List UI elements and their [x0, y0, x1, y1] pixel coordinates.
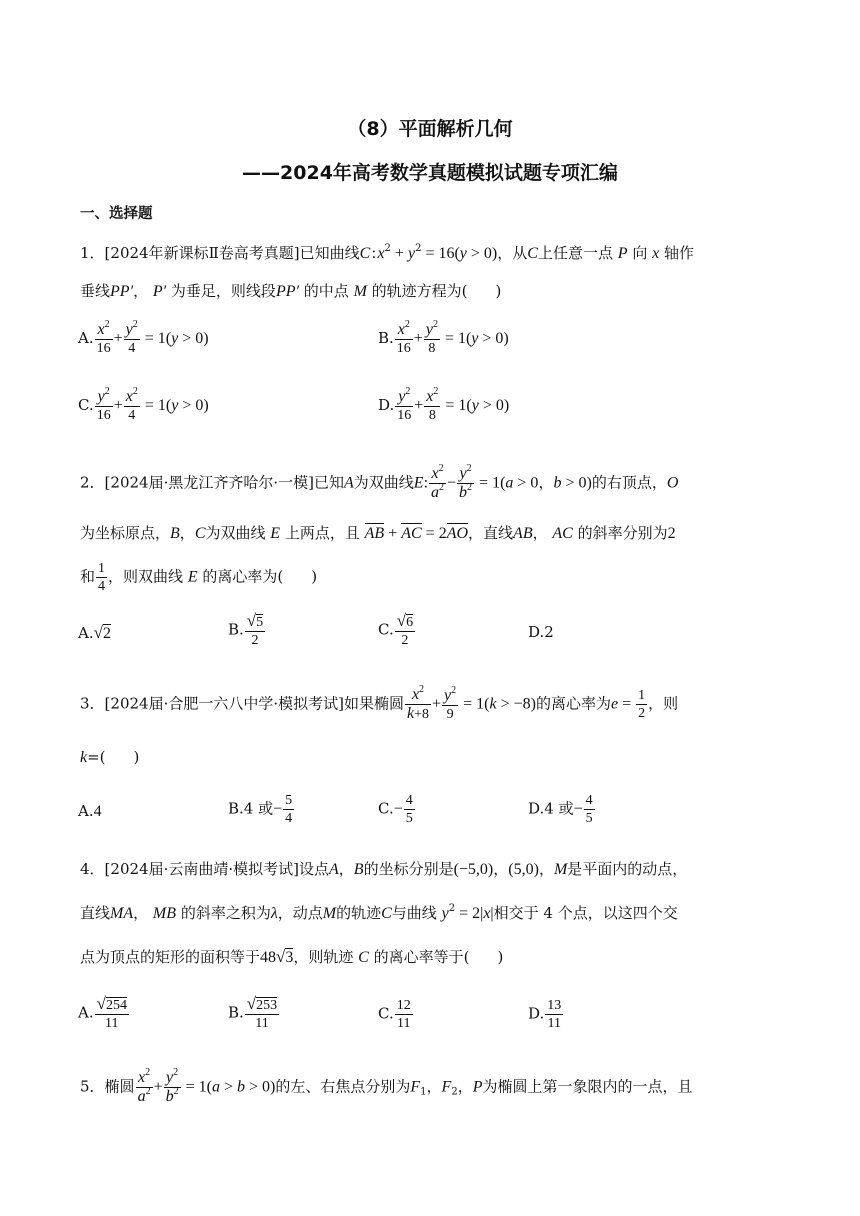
- section-heading: 一、选择题: [80, 206, 153, 222]
- question-2-line-3: 和 $\frac{1}{4}$ ，则双曲线 E 的离心率为( ): [80, 561, 318, 594]
- question-3-option-c[interactable]: C.− $\frac{4}{5}$: [378, 793, 413, 826]
- question-4-line-2: 直线MA， MB 的斜率之积为λ，动点M的轨迹C与曲线 $y^2 = 2|x|$相交于 4 个点，以这四个交: [80, 903, 678, 922]
- question-1-option-b[interactable]: B. $\frac{x^2}{16}$ + $\frac{y^2}{8}$ = 1(y > 0): [378, 319, 509, 356]
- question-2-option-d[interactable]: D.2: [528, 623, 554, 641]
- question-4-option-b[interactable]: B. $\frac{√253}{11}$: [228, 994, 278, 1031]
- question-1-option-a[interactable]: A. $\frac{x^2}{16}$ + $\frac{y^2}{4}$ = 1(y > 0): [78, 319, 209, 356]
- question-3-option-a[interactable]: A.4: [78, 802, 102, 820]
- question-3-line-2: k=( ): [80, 748, 140, 766]
- question-2-line-1: 2．[2024届·黑龙江齐齐哈尔·一模]已知A为双曲线E: $\frac{x^2}{a^2}$ − $\frac{y^2}{b^2}$ = 1(a > 0，b > 0)的右顶点，O: [80, 463, 679, 501]
- question-4-line-1: 4．[2024届·云南曲靖·模拟考试]设点A，B的坐标分别是(−5,0)，(5,0)，M是平面内的动点，: [80, 860, 688, 878]
- question-3-line-1: 3．[2024届·合肥一六八中学·模拟考试]如果椭圆 $\frac{x^2}{k+8}$ + $\frac{y^2}{9}$ = 1(k > −8)的离心率为e = $\frac{1}{2}$ ，则: [80, 684, 679, 722]
- title-line-2: ——2024年高考数学真题模拟试题专项汇编: [242, 162, 618, 184]
- question-4-option-d[interactable]: D. $\frac{13}{11}$: [528, 998, 562, 1031]
- question-1-line-1: 1．[2024年新课标Ⅱ卷高考真题]已知曲线C : $x^2 + y^2 = 16(y > 0)$，从C上任意一点 P 向 x 轴作: [80, 243, 695, 262]
- question-4-option-c[interactable]: C. $\frac{12}{11}$: [378, 998, 411, 1031]
- question-2-option-a[interactable]: A.√2: [78, 623, 111, 642]
- question-1-line-2: 垂线PP′， P′ 为垂足，则线段PP′ 的中点 M 的轨迹方程为( ): [80, 282, 502, 300]
- question-1-option-c[interactable]: C. $\frac{y^2}{16}$ + $\frac{x^2}{4}$ = 1(y > 0): [78, 386, 209, 423]
- question-4-option-a[interactable]: A. $\frac{√254}{11}$: [78, 994, 127, 1031]
- question-5-line-1: 5．椭圆 $\frac{x^2}{a^2}$ + $\frac{y^2}{b^2}$ = 1(a > b > 0)的左、右焦点分别为$F_1$，$F_2$，P为椭圆上第一象限内的一点，且: [80, 1067, 693, 1105]
- question-2-line-2: 为坐标原点，B，C为双曲线 E 上两点，且 AB + AC = 2AO，直线AB， AC 的斜率分别为2: [80, 524, 676, 542]
- question-1-option-d[interactable]: D. $\frac{y^2}{16}$ + $\frac{x^2}{8}$ = 1(y > 0): [378, 386, 510, 423]
- question-3-option-d[interactable]: D.4 或− $\frac{4}{5}$: [528, 793, 593, 826]
- title-line-1: （8）平面解析几何: [347, 118, 513, 140]
- question-2-option-c[interactable]: C. $\frac{√6}{2}$: [378, 611, 414, 648]
- question-3-option-b[interactable]: B.4 或− $\frac{5}{4}$: [228, 793, 293, 826]
- question-4-line-3: 点为顶点的矩形的面积等于48√3，则轨迹 C 的离心率等于( ): [80, 947, 504, 966]
- question-2-option-b[interactable]: B. $\frac{√5}{2}$: [228, 611, 264, 648]
